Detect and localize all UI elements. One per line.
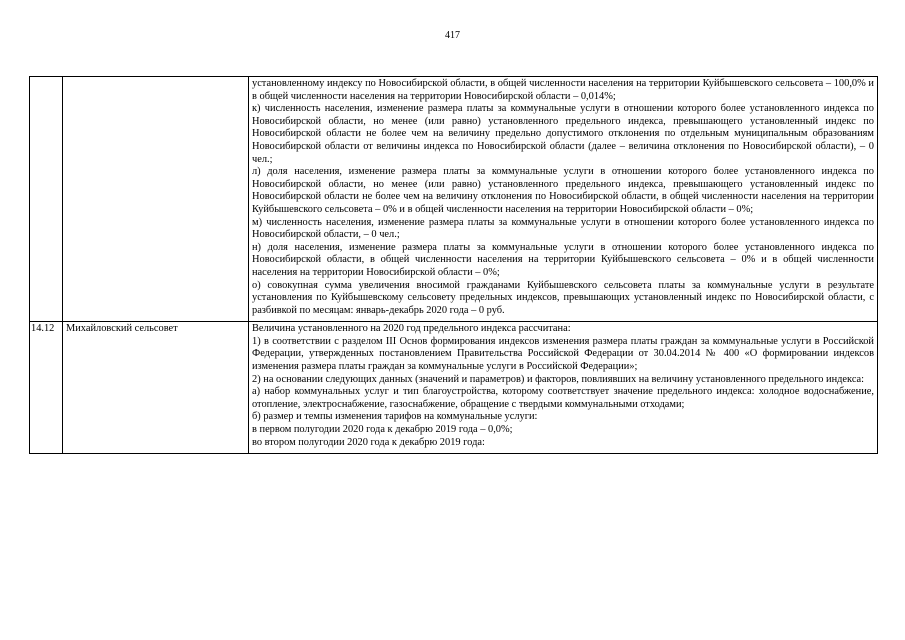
table-row (30, 77, 878, 322)
row-content (249, 322, 878, 454)
paragraph: л) доля населения, изменение размера платы за коммунальные услуги в отношении которого более установленного индекса по Новосибирской области, но менее (или равно) установленного предельного индекса, превышающего установленный индекс по Новосибирской области не более чем на величину отклонения по Новосибирской области, в общей численности населения на территории Куйбышевского сельсовета – 0% и в общей численности населения на территории Новосибирской области – 0%; (252, 166, 874, 215)
paragraph: в первом полугодии 2020 года к декабрю 2019 года – 0,0%; (252, 424, 513, 436)
paragraph: установленному индексу по Новосибирской области, в общей численности населения на территории Куйбышевского сельсовета – 100,0% и в общей численности населения на территории Новосибирской области – 0,014%; (252, 78, 874, 102)
paragraph: во втором полугодии 2020 года к декабрю 2019 года: (252, 436, 485, 448)
paragraph: а) набор коммунальных услуг и тип благоустройства, которому соответствует значение предельного индекса: холодное водоснабжение, отопление, электроснабжение, газоснабжение, обращение с твердыми коммунальными отходами; (252, 386, 874, 410)
document-table (29, 76, 878, 454)
paragraph: о) совокупная сумма увеличения вносимой гражданами Куйбышевского сельсовета платы за коммунальные услуги в результате установления по Куйбышевскому сельсовету предельных индексов, превышающих установленный индекс по Новосибирской области, с разбивкой по месяцам: январь-декабрь 2020 года – 0 руб. (252, 279, 874, 316)
row-content (249, 77, 878, 322)
municipality-name (63, 77, 249, 322)
row-number (30, 77, 63, 322)
paragraph: Величина установленного на 2020 год предельного индекса рассчитана: (252, 323, 571, 335)
paragraph: к) численность населения, изменение размера платы за коммунальные услуги в отношении которого более установленного индекса по Новосибирской области, но менее (или равно) установленного предельного индекса, превышающего установленный индекс по Новосибирской области не более чем на величину предельно допустимого отклонения по отдельным муниципальным образованиям Новосибирской области от величины индекса по Новосибирской области (далее – величина отклонения по Новосибирской области), – 0 чел.; (252, 103, 874, 165)
table-row (30, 322, 878, 454)
paragraph: 2) на основании следующих данных (значений и параметров) и факторов, повлиявших на величину установленного предельного индекса: (252, 373, 865, 385)
municipality-name: Михайловский сельсовет (63, 322, 249, 454)
paragraph: б) размер и темпы изменения тарифов на коммунальные услуги: (252, 411, 538, 423)
row-number: 14.12 (30, 322, 63, 454)
paragraph: н) доля населения, изменение размера платы за коммунальные услуги в отношении которого более установленного индекса по Новосибирской области, в общей численности населения на территории Куйбышевского сельсовета – 0% и в общей численности населения на территории Новосибирской области – 0%; (252, 241, 874, 278)
paragraph: 1) в соответствии с разделом III Основ формирования индексов изменения размера платы граждан за коммунальные услуги в Российской Федерации, утвержденных постановлением Правительства Российской Федерации от 30.04.2014 № 400 «О формировании индексов изменения размера платы граждан за коммунальные услуги в Российской Федерации»; (252, 335, 874, 373)
page-number: 417 (445, 30, 460, 41)
paragraph: м) численность населения, изменение размера платы за коммунальные услуги в отношении которого более установленного индекса по Новосибирской области, – 0 чел.; (252, 216, 874, 241)
